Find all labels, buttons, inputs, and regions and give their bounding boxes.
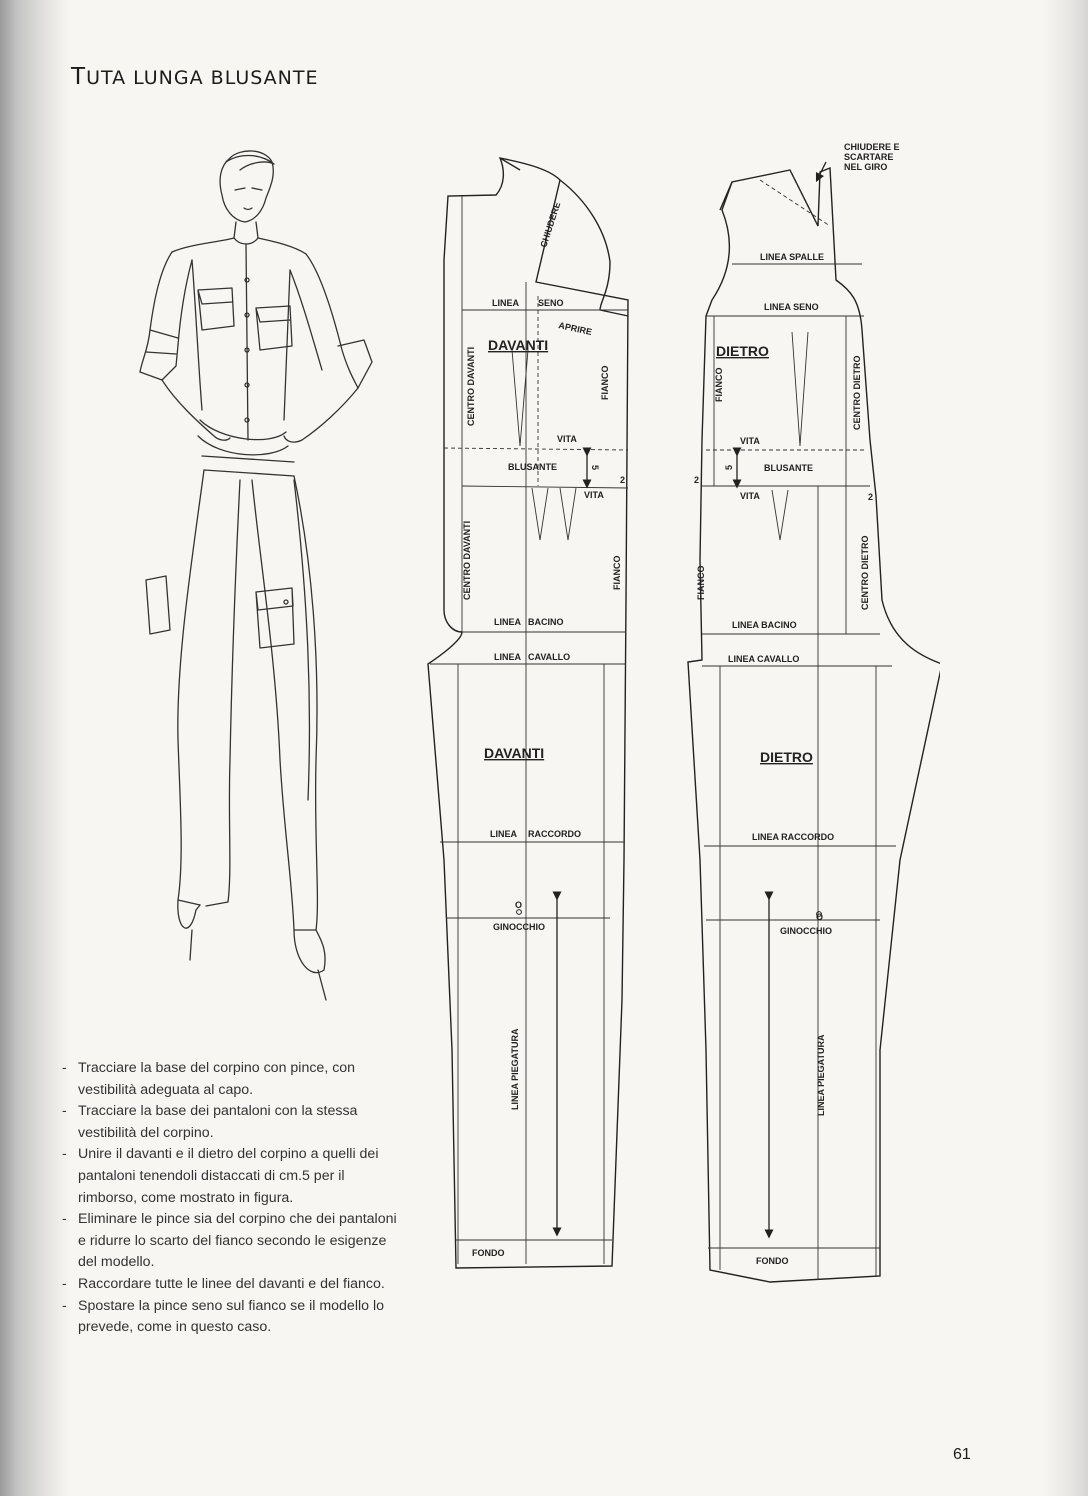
label-blusante-front: BLUSANTE bbox=[508, 462, 557, 472]
label-fianco-front: FIANCO bbox=[600, 365, 610, 400]
label-centro-davanti-2: CENTRO DAVANTI bbox=[462, 520, 472, 600]
note-item: - Eliminare le pince sia del corpino che dei pantaloni e ridurre lo scarto del fianco secondo le esigenze del modello. bbox=[60, 1209, 405, 1274]
label-linea-bacino-back: LINEA BACINO bbox=[732, 620, 797, 630]
label-fondo-front: FONDO bbox=[472, 1248, 505, 1258]
page-title bbox=[71, 64, 318, 90]
label-vita-front: VITA bbox=[557, 434, 577, 444]
label-ginocchio-front: GINOCCHIO bbox=[493, 922, 546, 932]
label-davanti-trousers: DAVANTI bbox=[484, 745, 545, 761]
label-centro-dietro: CENTRO DIETRO bbox=[852, 355, 862, 430]
label-linea-cavallo-b: CAVALLO bbox=[528, 652, 571, 662]
label-fianco-back-2: FIANCO bbox=[696, 565, 706, 600]
label-ginocchio-back: GINOCCHIO bbox=[780, 926, 833, 936]
note-item: - Tracciare la base dei pantaloni con la stessa vestibilità del corpino. bbox=[60, 1101, 405, 1144]
label-linea-cavallo-a: LINEA bbox=[494, 652, 521, 662]
label-linea-bacino-b: BACINO bbox=[528, 617, 564, 627]
note-item: - Tracciare la base del corpino con pince, con vestibilità adeguata al capo. bbox=[60, 1058, 405, 1101]
label-vita2-front: VITA bbox=[584, 490, 604, 500]
label-linea-seno-back: LINEA SENO bbox=[764, 302, 819, 312]
page-number: 61 bbox=[953, 1446, 971, 1463]
label-five-back: 5 bbox=[724, 464, 734, 470]
label-fianco-back: FIANCO bbox=[714, 367, 724, 402]
note-item: - Unire il davanti e il dietro del corpino a quelli dei pantaloni tenendoli distaccati di cm.5 per il rimborso, come mostrato in figura. bbox=[60, 1144, 405, 1209]
label-linea-seno-front-b: SENO bbox=[538, 298, 564, 308]
label-vita-back: VITA bbox=[740, 436, 760, 446]
label-dietro-bodice: DIETRO bbox=[716, 343, 769, 359]
label-vita2-back: VITA bbox=[740, 491, 760, 501]
label-two-front: 2 bbox=[620, 475, 626, 485]
label-dietro-trousers: DIETRO bbox=[760, 749, 813, 765]
instruction-notes bbox=[60, 1058, 405, 1339]
label-linea-raccordo-b: RACCORDO bbox=[528, 829, 581, 839]
label-five-front: 5 bbox=[590, 465, 600, 471]
label-chiudere-e: CHIUDERE E bbox=[844, 142, 900, 152]
note-item: - Spostare la pince seno sul fianco se il modello lo prevede, come in questo caso. bbox=[60, 1296, 405, 1339]
label-linea-raccordo-a: LINEA bbox=[490, 829, 517, 839]
page-edge-shadow bbox=[1042, 0, 1088, 1496]
label-scartare: SCARTARE bbox=[844, 152, 894, 162]
label-o-front: O bbox=[515, 900, 523, 910]
label-linea-piegatura-front: LINEA PIEGATURA bbox=[510, 1028, 520, 1110]
label-linea-piegatura-back: LINEA PIEGATURA bbox=[816, 1034, 826, 1116]
label-blusante-back: BLUSANTE bbox=[764, 463, 813, 473]
label-fianco-front-2: FIANCO bbox=[612, 555, 622, 590]
label-o-back: O bbox=[816, 912, 824, 922]
label-linea-seno-front-a: LINEA bbox=[492, 298, 519, 308]
label-fondo-back: FONDO bbox=[756, 1256, 789, 1266]
title-initial: T bbox=[71, 64, 87, 90]
label-linea-spalle: LINEA SPALLE bbox=[760, 252, 825, 262]
label-linea-raccordo-back: LINEA RACCORDO bbox=[752, 832, 835, 842]
label-linea-bacino-a: LINEA bbox=[494, 617, 521, 627]
label-centro-davanti: CENTRO DAVANTI bbox=[466, 346, 476, 426]
label-two-back: 2 bbox=[694, 475, 700, 485]
label-chiudere: CHIUDERE bbox=[538, 200, 563, 249]
jumpsuit-pattern-draft bbox=[420, 135, 940, 1285]
note-item: - Raccordare tutte le linee del davanti e del fianco. bbox=[60, 1274, 405, 1296]
fashion-figure-illustration bbox=[80, 140, 410, 1010]
label-centro-dietro-2: CENTRO DIETRO bbox=[860, 535, 870, 610]
label-aprire: APRIRE bbox=[557, 320, 593, 338]
label-nel-giro: NEL GIRO bbox=[844, 162, 888, 172]
label-linea-cavallo-back: LINEA CAVALLO bbox=[728, 654, 800, 664]
label-two2-back: 2 bbox=[868, 492, 874, 502]
label-davanti-bodice: DAVANTI bbox=[488, 337, 549, 353]
title-rest: UTA LUNGA BLUSANTE bbox=[86, 67, 319, 89]
back-outline bbox=[688, 168, 940, 1282]
